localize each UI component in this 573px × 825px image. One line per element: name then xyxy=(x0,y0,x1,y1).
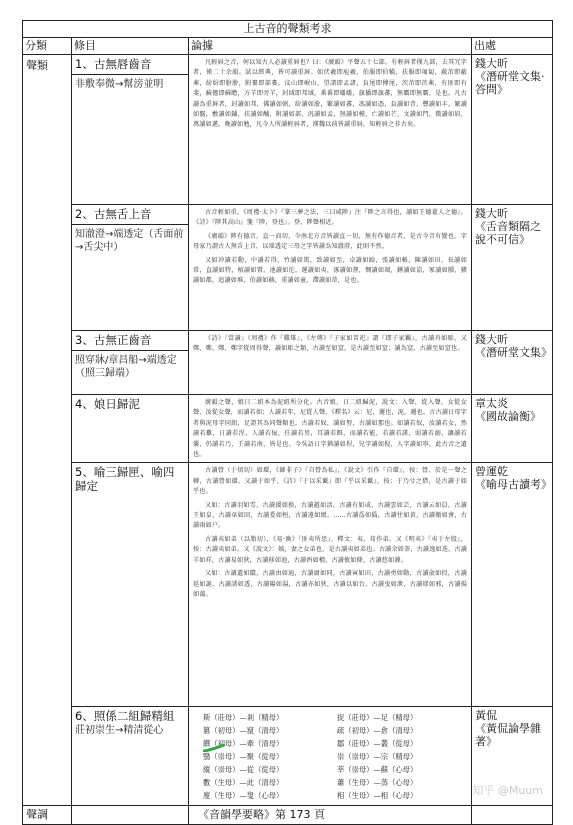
header-category: 分類 xyxy=(23,38,72,55)
evidence-paragraph: 又如沖讀若動，中讀若得，竹讀如篤，致讀如至，卓讀如踔，張讀如帳，陳讀如田，長讀如常，直讀如特，植讀如置，池讀如沱，遲讀如夷，涿讀如督，惆讀如凋，錘讀如耑，冢讀如腫，豬讀如都，追讀如堆，伯讀如赫，重讀如童，滯讀如蒂，是也。 xyxy=(193,256,467,287)
char-pair: 崇（崇母）—宗（精母） xyxy=(337,752,463,762)
item-mapping: 知澈澄→端透定（舌面前→舌尖中） xyxy=(72,225,188,257)
watermark: 知乎 @Muum xyxy=(472,782,543,798)
char-pair: 篡（初母）—竄（清母） xyxy=(203,726,329,736)
char-pair: 莘（崇母）—蘇（心母） xyxy=(337,765,463,775)
item-mapping: 莊初崇生→精清從心 xyxy=(72,723,188,740)
char-pair: 饌（初母）—牽（清母） xyxy=(203,739,329,749)
table-row xyxy=(23,55,553,205)
evidence-paragraph: 又如：古讀羽如雩，古讀援如换，古讀越如活，古讀有如或，古讀雲如芸，古讀云如員，古讀王如皇，古讀韋如回，古讀爰如桓，古讀遠如緩。……古讀爲如僞，古讀往如黄，古讀衛如會，古讀雨如户。 xyxy=(193,501,467,532)
table-row xyxy=(23,205,553,331)
category-cell: 聲調 xyxy=(23,806,72,825)
evidence-cell xyxy=(189,707,472,806)
evidence-paragraph: 古讀營（于煩切）如環，《韓非子》『自營為私』，《說文》引作『自環』，按：營、於是一聲之轉，古讀營如環。又讀于如乎，《詩》『于以采蘩』即『乎以采蘩』，按；于乃兮之借，是古讀于如乎也。 xyxy=(193,466,467,497)
source-text: 章太炎 《國故論衡》 xyxy=(475,397,541,423)
header-evidence: 論據 xyxy=(189,38,472,55)
source-cell xyxy=(472,395,553,463)
evidence-cell xyxy=(189,331,472,395)
source-cell xyxy=(472,205,553,331)
table-row xyxy=(23,463,553,707)
evidence-cell xyxy=(189,463,472,707)
char-pair: 相（生母）—相（心母） xyxy=(337,791,463,801)
green-pen-mark-icon xyxy=(203,744,225,752)
item-title: 5、喻三歸匣、喻四歸定 xyxy=(72,463,188,496)
char-pair: 捉（莊母）—足（精母） xyxy=(337,713,463,723)
char-pair-grid xyxy=(189,707,471,805)
source-text: 錢大昕 《舌音類隔之說不可信》 xyxy=(475,207,541,246)
table-row xyxy=(23,331,553,395)
char-pair: 廋（生母）—叟（心母） xyxy=(203,791,329,801)
evidence-paragraph: 《廣韻》陟有德音，直一而切，今南北方音皆讀直一切，無有作德音者，是古今音有變也。字母家乃謂古人無舌上音，以端透定三母之字皆讀為知澈澄，此則不然。 xyxy=(193,232,467,253)
table-row xyxy=(23,806,553,825)
item-mapping: 非敷奉微→幫滂並明 xyxy=(72,75,188,94)
char-pair: 蕭（生母）—蒸（心母） xyxy=(337,778,463,788)
item-title: 6、照係二組歸精組 xyxy=(72,707,188,723)
table-row xyxy=(23,395,553,463)
evidence-paragraph: 古讀夷如弟（以脂切），《易·渙》『匪夷所思』，釋文：夷，荀作弟。又《明夷》『夷于左股』，按：古讀夷如弟。又《說文》：姨，妻之女弟也，是古讀夷如弟也。古讀余如荼，古讀逸如迭，古讀羊如祥，古讀易如狄，古讀移如池，古讀酉如槱，古讀攸如條，古讀悠如滌。 xyxy=(193,535,467,566)
item-title: 3、古無正齒音 xyxy=(72,331,188,351)
evidence-paragraph: 古音輕如重。《周禮·太卜》『掌三夢之法，三曰咸陟』注『陟之言得也，讀如王德翟人之德』。《詩》『陟其高山』箋『陟，登也』。登、陟聲相近。 xyxy=(193,208,467,229)
source-cell xyxy=(472,55,553,205)
item-title: 4、娘日歸泥 xyxy=(72,395,188,414)
source-text: 錢大昕 《潛研堂文集·答問》 xyxy=(475,57,545,96)
source-cell xyxy=(472,331,553,395)
char-pair: 縱（崇母）—從（從母） xyxy=(203,765,329,775)
evidence-cell xyxy=(189,205,472,331)
evidence-paragraph: 凡輕唇之音，何以知古人必讀重唇也？曰：《廣韻》平聲五十七部，有輕唇者僅九部，去其冗字者，僅二十余韻。試以經典，皆可讀重唇。如伏羲即庖羲，伯服即伯犕，扶服即匍匐，蔽芾即蔽茀，紛紛即朌朌，附婁即部婁，汶山即岷山，望諸即孟諸，負尾即傅尾，茨芾即茨茀，有匪即有斐，蘇僊即蘇瞻，方羊即旁羊，封域即邦域，番番即皤皤，旗播即旗蕃，無霸即無霸，是也。凡古讀為重唇者，封讀如邦，佛讀如弼，紛讀如朌，繁讀如蕃，馮讀如憑，負讀如背，豐讀如丰，繁讀如盤，敷讀如鋪，扶讀如酺，附讀如部，汎讀如孟，無讀如模，亡讀如芒，文讀如門，微讀如眉，萬讀如邁，晚讀如勉，凡今人所讀輕唇者，漢魏以前皆讀重唇，知輕唇之非古矣。 xyxy=(193,58,467,131)
phonology-table xyxy=(22,20,553,825)
evidence-paragraph: 《詩》『當讀』《周禮》作『雞雉』，《左傳》『子家如晉祀』謂『即子家羈』，古讀舟如彫，又鄭、鄭、鄭、鄭字從周得聲，讀如彫之類，古讀至如窒，是古讀至如窒；讀為窒，古讀至如窒也。 xyxy=(193,334,467,355)
char-pair: 數（生母）—此（清母） xyxy=(203,778,329,788)
char-pair: 疏（初母）—倉（清母） xyxy=(337,726,463,736)
source-cell xyxy=(472,463,553,707)
header-item: 條目 xyxy=(72,38,189,55)
item-mapping: 照穿牀/章昌船→端透定（照三歸端） xyxy=(72,351,188,383)
item-title: 2、古無舌上音 xyxy=(72,205,188,225)
source-text: 黃侃 《黃侃論學雜著》 xyxy=(475,709,541,748)
item-title: 1、古無唇齒音 xyxy=(72,55,188,75)
table-title: 上古音的聲類考求 xyxy=(23,21,553,38)
char-pair: 鄒（莊母）—叢（從母） xyxy=(337,739,463,749)
evidence-paragraph: 又如：古讀遺如隤，古讀由如迪，古讀庸如同，古讀寅如田，古讀勇如動，古讀兪如投，古讀延如誕，古讀誘如透，古讀陽如湯，古讀亦如狄，古讀以如台，古讀曳如泄，古讀耶如邪，古讀揚如蕩。 xyxy=(193,569,467,600)
evidence-cell xyxy=(189,395,472,463)
document xyxy=(22,20,552,825)
source-text: 曾運乾 《喻母古讀考》 xyxy=(475,465,552,491)
category-cell: 聲類 xyxy=(23,55,72,806)
source-text: 《音韻學要略》第 173 頁 xyxy=(192,808,325,821)
char-pair: 斯（莊母）—剎（精母） xyxy=(203,713,329,723)
evidence-paragraph: 廣韻之聲，娘日二紐本為泥紐所分化。古音娘、日二紐歸泥，說文：入聲，從入聲，女從女聲，汝從女聲，而讀若如；人讀若年，尼從人聲，《釋名》云：尼，邇也，泥，邇也。言古讀日母字者與泥母字同紐，足證其為同聲類也。古讀若奴，讀如努，古讀如那也。如讀若奴，汝讀若女，然讀若難，日讀若涅，人讀若佞，任讀若男，耳讀若餌，而讀若能，若讀若諾，弱讀若溺，讓讀若囊，仍讀若乃，壬讀若南，皆是也。今吳語日字猶讀如捏，兒字讀如倪，人字讀如寧，此古音之遺也。 xyxy=(193,398,467,460)
char-pair: 翳（崇母）—聚（從母） xyxy=(203,752,329,762)
header-source: 出處 xyxy=(472,38,553,55)
evidence-cell xyxy=(189,55,472,205)
source-text: 錢大昕 《潛研堂文集》 xyxy=(475,333,552,359)
